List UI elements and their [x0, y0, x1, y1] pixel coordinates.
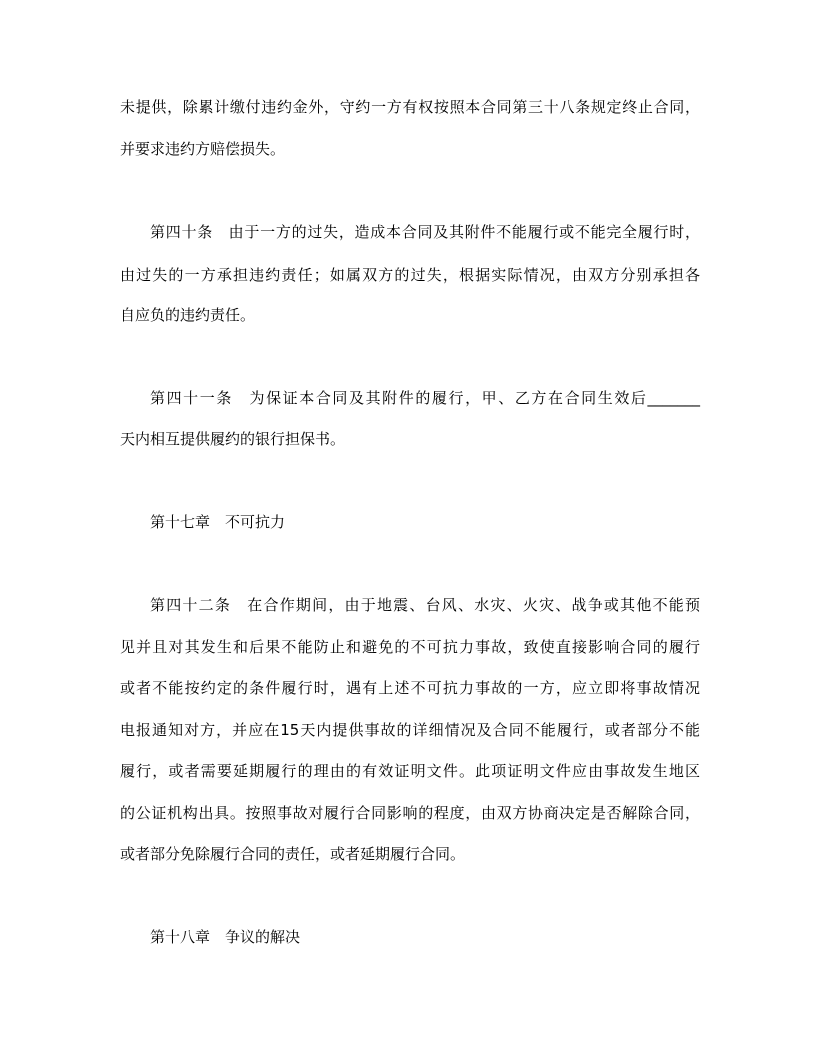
paragraph-line: 并要求违约方赔偿损失。	[120, 140, 286, 158]
paragraph-line: 见并且对其发生和后果不能防止和避免的不可抗力事故，致使直接影响合同的履行	[120, 638, 700, 656]
paragraph-line: 未提供，除累计缴付违约金外，守约一方有权按照本合同第三十八条规定终止合同，	[120, 98, 700, 116]
paragraph-line: 或者不能按约定的条件履行时，遇有上述不可抗力事故的一方，应立即将事故情况	[120, 679, 700, 697]
paragraph-line: 由过失的一方承担违约责任；如属双方的过失，根据实际情况，由双方分别承担各	[120, 266, 700, 284]
paragraph-line: 电报通知对方，并应在15天内提供事故的详细情况及合同不能履行，或者部分不能	[120, 721, 700, 739]
chapter-18-title: 第十八章 争议的解决	[150, 928, 301, 946]
chapter-17-title: 第十七章 不可抗力	[150, 513, 286, 531]
paragraph-line: 或者部分免除履行合同的责任，或者延期履行合同。	[120, 845, 466, 863]
paragraph-line: 的公证机构出具。按照事故对履行合同影响的程度，由双方协商决定是否解除合同，	[120, 804, 700, 822]
article-42-heading-line: 第四十二条 在合作期间，由于地震、台风、水灾、火灾、战争或其他不能预	[150, 596, 700, 614]
article-40-heading-line: 第四十条 由于一方的过失，造成本合同及其附件不能履行或不能完全履行时，	[150, 223, 700, 241]
paragraph-line: 天内相互提供履约的银行担保书。	[120, 430, 346, 448]
paragraph-line: 自应负的违约责任。	[120, 306, 256, 324]
paragraph-line: 履行，或者需要延期履行的理由的有效证明文件。此项证明文件应由事故发生地区	[120, 762, 700, 780]
article-41-heading-line: 第四十一条 为保证本合同及其附件的履行，甲、乙方在合同生效后_______	[150, 389, 700, 407]
